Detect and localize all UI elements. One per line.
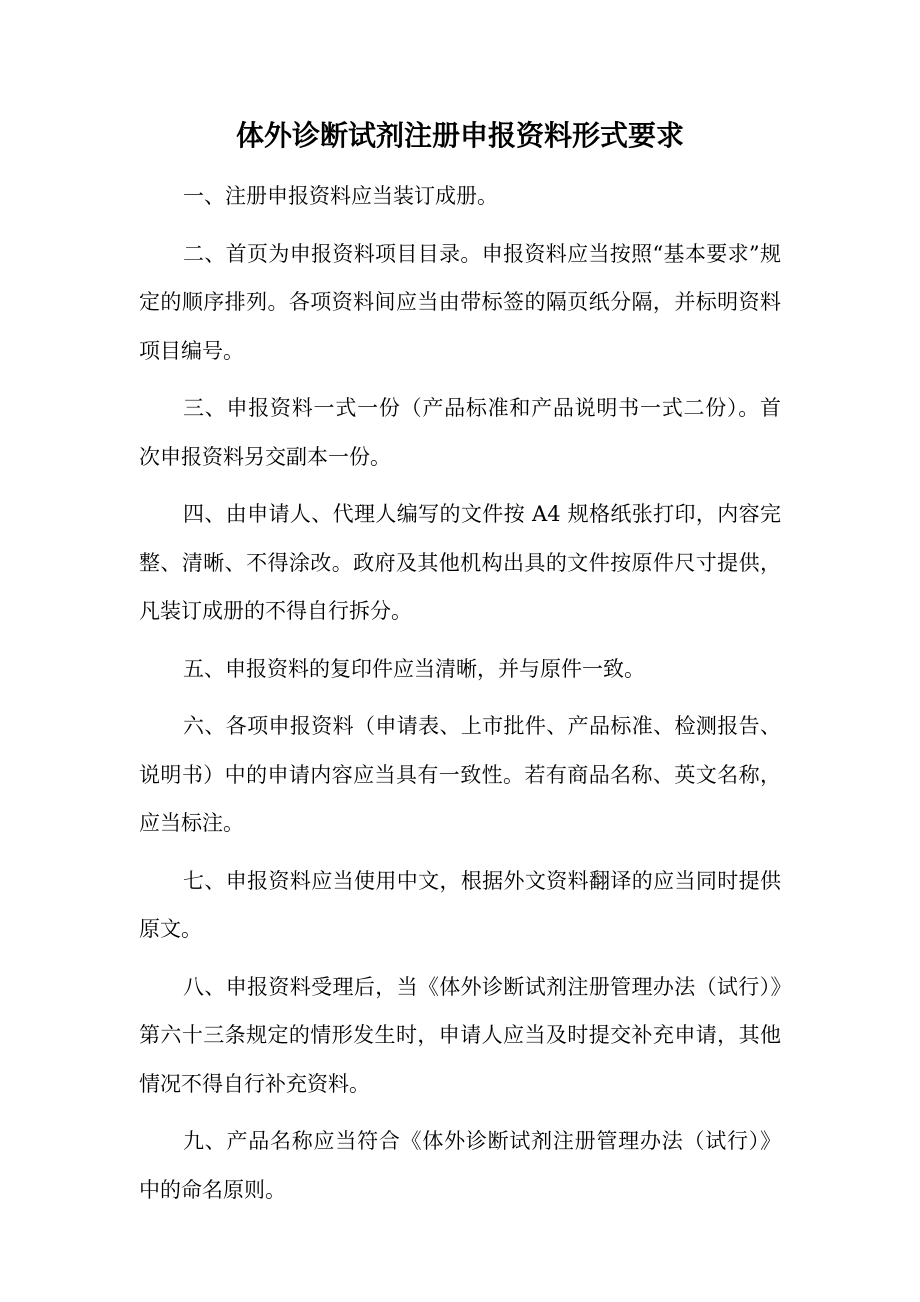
document-title: 体外诊断试剂注册申报资料形式要求 xyxy=(235,119,684,152)
paragraph-6: 六、各项申报资料（申请表、上市批件、产品标准、检测报告、说明书）中的申请内容应当具有一致性。若有商品名称、英文名称，应当标注。 xyxy=(139,714,781,835)
paragraph-5: 五、申报资料的复印件应当清晰，并与原件一致。 xyxy=(183,656,645,681)
paragraph-4: 四、由申请人、代理人编写的文件按 A4 规格纸张打印，内容完整、清晰、不得涂改。政府及其他机构出具的文件按原件尺寸提供，凡装订成册的不得自行拆分。 xyxy=(139,502,781,623)
paragraph-2: 二、首页为申报资料项目目录。申报资料应当按照“基本要求”规定的顺序排列。各项资料间应当由带标签的隔页纸分隔，并标明资料项目编号。 xyxy=(139,241,781,363)
paragraph-7: 七、申报资料应当使用中文，根据外文资料翻译的应当同时提供原文。 xyxy=(139,868,781,941)
paragraph-8: 八、申报资料受理后，当《体外诊断试剂注册管理办法（试行）》第六十三条规定的情形发生时，申请人应当及时提交补充申请，其他情况不得自行补充资料。 xyxy=(139,974,781,1096)
paragraph-1: 一、注册申报资料应当装订成册。 xyxy=(183,184,498,208)
paragraph-9: 九、产品名称应当符合《体外诊断试剂注册管理办法（试行）》中的命名原则。 xyxy=(139,1129,781,1202)
document-body xyxy=(139,172,781,1223)
paragraph-3: 三、申报资料一式一份（产品标准和产品说明书一式二份）。首次申报资料另交副本一份。 xyxy=(139,396,781,469)
